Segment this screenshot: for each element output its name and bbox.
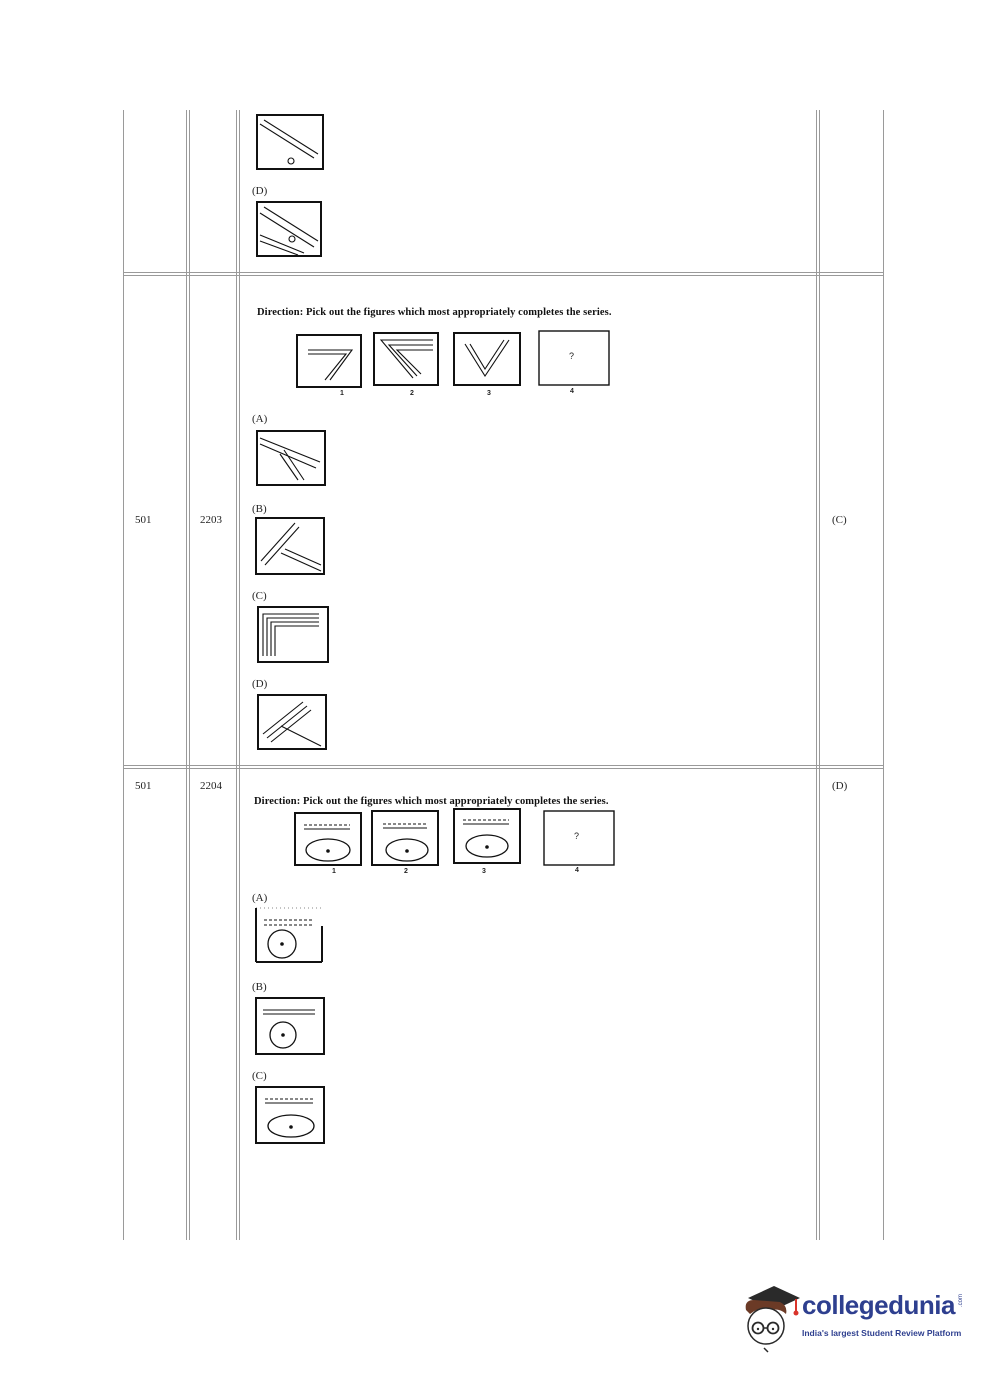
option-figure-b: [255, 517, 325, 575]
option-label: (D): [252, 185, 268, 197]
option-label: (C): [252, 1070, 267, 1082]
table-border: [189, 110, 190, 1240]
answer-key: (C): [832, 514, 847, 526]
table-border: [123, 765, 884, 766]
sequence-number: 1: [340, 390, 344, 397]
serial-number: 501: [135, 514, 152, 526]
table-border: [123, 272, 884, 273]
option-figure-d-prev: [256, 201, 322, 257]
option-figure-d: [257, 694, 327, 750]
series-figure-3: [453, 808, 521, 864]
sequence-number: 3: [487, 390, 491, 397]
option-label: (A): [252, 413, 268, 425]
table-border: [883, 110, 884, 1240]
question-id: 2204: [200, 780, 222, 792]
option-figure-b: [255, 997, 325, 1055]
option-figure-a: [254, 906, 324, 964]
table-border: [123, 275, 884, 276]
option-label: (B): [252, 981, 267, 993]
sequence-number: 3: [482, 868, 486, 875]
collegedunia-logo: [740, 1280, 980, 1360]
question-mark: ?: [569, 351, 575, 361]
series-figure-1: [294, 812, 362, 866]
option-figure-a: [256, 430, 326, 486]
series-figure-2: [373, 332, 439, 386]
option-label: (B): [252, 503, 267, 515]
option-figure-c: [257, 606, 329, 663]
brand-tagline: India's largest Student Review Platform: [802, 1328, 962, 1338]
table-border: [236, 110, 237, 1240]
question-id: 2203: [200, 514, 222, 526]
table-border: [186, 110, 187, 1240]
option-label: (D): [252, 678, 268, 690]
series-figure-2: [371, 810, 439, 866]
brand-name: collegedunia: [802, 1290, 955, 1320]
answer-key: (D): [832, 780, 848, 792]
table-border: [123, 110, 124, 1240]
series-figure-1: [296, 334, 362, 388]
sequence-number: 2: [410, 390, 414, 397]
table-border: [239, 110, 240, 1240]
serial-number: 501: [135, 780, 152, 792]
brand-suffix: .com: [958, 1294, 964, 1308]
table-border: [819, 110, 820, 1240]
sequence-number: 4: [570, 388, 574, 395]
direction-text: Direction: Pick out the figures which most appropriately completes the series.: [257, 307, 612, 318]
series-figure-3: [453, 332, 521, 386]
sequence-number: 4: [575, 867, 579, 874]
table-border: [816, 110, 817, 1240]
sequence-number: 2: [404, 868, 408, 875]
mascot-icon: [740, 1280, 802, 1356]
option-label: (A): [252, 892, 268, 904]
table-border: [123, 768, 884, 769]
sequence-number: 1: [332, 868, 336, 875]
option-figure-c-prev: [256, 114, 324, 170]
question-mark: ?: [574, 831, 580, 841]
direction-text: Direction: Pick out the figures which most appropriately completes the series.: [254, 796, 609, 807]
option-label: (C): [252, 590, 267, 602]
option-figure-c: [255, 1086, 325, 1144]
